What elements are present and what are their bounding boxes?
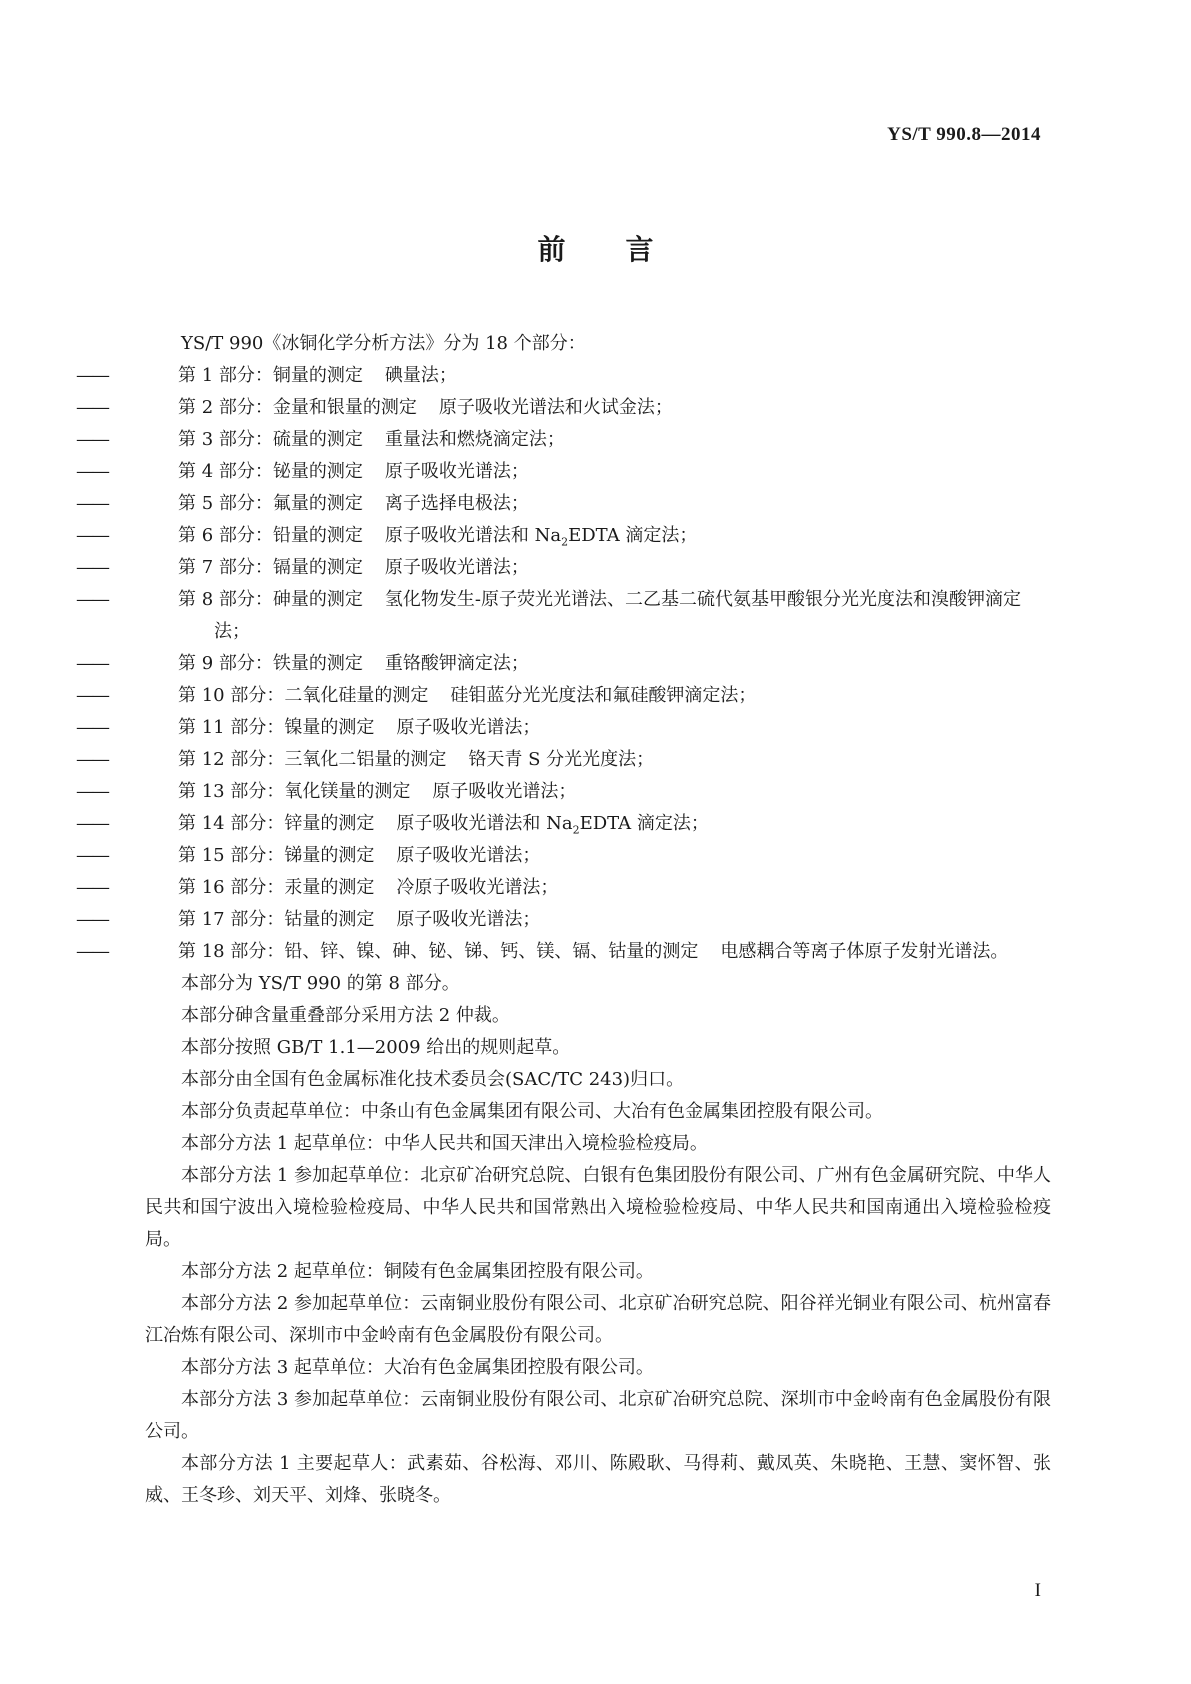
body-paragraph: 本部分负责起草单位：中条山有色金属集团有限公司、大冶有色金属集团控股有限公司。 [181,1101,883,1122]
body-paragraph: 本部分为 YS/T 990 的第 8 部分。 [181,973,460,994]
part-item: —— 第 14 部分：锌量的测定 原子吸收光谱法和 $Na_2EDTA$ 滴定法； [76,813,709,837]
subscript: 2 [572,823,580,837]
body-paragraph: 本部分方法 1 参加起草单位：北京矿冶研究总院、白银有色集团股份有限公司、广州有色金属研究院、中华人民共和国宁波出入境检验检疫局、中华人民共和国常熟出入境检验检疫局、中华人民共和国南通出入境检验检疫局。 [145,1165,1051,1250]
page-title [0,228,1191,268]
part-label: 第 7 部分：镉量的测定 [178,557,363,578]
part-item: —— 第 18 部分：铅、锌、镍、砷、铋、锑、钙、镁、镉、钴量的测定 电感耦合等离子体原子发射光谱法。 [76,941,1009,962]
part-label: 第 6 部分：铅量的测定 [178,525,363,546]
body-paragraph: 本部分方法 1 主要起草人：武素茹、谷松海、邓川、陈殿耿、马得莉、戴凤英、朱晓艳、王慧、窦怀智、张威、王冬珍、刘天平、刘烽、张晓冬。 [145,1453,1051,1506]
part-label: 第 16 部分：汞量的测定 [178,877,375,898]
part-label: 第 13 部分：氧化镁量的测定 [178,781,411,802]
body-paragraph: 本部分方法 3 起草单位：大冶有色金属集团控股有限公司。 [181,1357,654,1378]
part-label: 第 9 部分：铁量的测定 [178,653,363,674]
part-method: 碘量法； [384,365,457,386]
part-item: —— 第 12 部分：三氧化二铝量的测定 铬天青 S 分光光度法； [76,749,655,770]
part-item: —— 第 9 部分：铁量的测定 重铬酸钾滴定法； [76,653,529,674]
subscript: 2 [561,535,569,549]
title-char-1: 前 [537,233,566,266]
part-method: 离子选择电极法； [384,493,529,514]
part-method: 原子吸收光谱法； [384,461,529,482]
part-method: 电感耦合等离子体原子发射光谱法。 [720,941,1009,962]
part-item: —— 第 8 部分：砷量的测定 氢化物发生-原子荧光光谱法、二乙基二硫代氨基甲酸银分光光度法和溴酸钾滴定法； [76,589,1021,642]
part-label: 第 10 部分：二氧化硅量的测定 [178,685,429,706]
part-item: —— 第 3 部分：硫量的测定 重量法和燃烧滴定法； [76,429,565,450]
title-char-2: 言 [625,233,654,266]
page-number: I [1034,1580,1041,1601]
part-method: 原子吸收光谱法； [396,845,541,866]
part-method: 硅钼蓝分光光度法和氟硅酸钾滴定法； [450,685,757,706]
body-paragraph: 本部分由全国有色金属标准化技术委员会(SAC/TC 243)归口。 [181,1069,685,1090]
part-method: 原子吸收光谱法； [396,717,541,738]
body-paragraph: 本部分方法 2 起草单位：铜陵有色金属集团控股有限公司。 [181,1261,654,1282]
intro-paragraph: YS/T 990《冰铜化学分析方法》分为 18 个部分： [181,333,586,354]
document-body [76,328,1051,1512]
part-item: —— 第 1 部分：铜量的测定 碘量法； [76,365,457,386]
part-method: 重量法和燃烧滴定法； [384,429,565,450]
part-method: 铬天青 S 分光光度法； [468,749,655,770]
part-method: 冷原子吸收光谱法； [396,877,559,898]
part-item: —— 第 11 部分：镍量的测定 原子吸收光谱法； [76,717,541,738]
part-method: 原子吸收光谱法和 Na [384,525,562,546]
part-label: 第 3 部分：硫量的测定 [178,429,363,450]
part-item: —— 第 5 部分：氟量的测定 离子选择电极法； [76,493,529,514]
body-paragraph: 本部分方法 2 参加起草单位：云南铜业股份有限公司、北京矿冶研究总院、阳谷祥光铜业有限公司、杭州富春江冶炼有限公司、深圳市中金岭南有色金属股份有限公司。 [145,1293,1051,1346]
part-item: —— 第 7 部分：镉量的测定 原子吸收光谱法； [76,557,529,578]
part-item: —— 第 10 部分：二氧化硅量的测定 硅钼蓝分光光度法和氟硅酸钾滴定法； [76,685,757,706]
part-label: 第 17 部分：钴量的测定 [178,909,375,930]
part-label: 第 5 部分：氟量的测定 [178,493,363,514]
part-method: 重铬酸钾滴定法； [384,653,529,674]
part-label: 第 15 部分：锑量的测定 [178,845,375,866]
part-label: 第 18 部分：铅、锌、镍、砷、铋、锑、钙、镁、镉、钴量的测定 [178,941,699,962]
body-paragraph: 本部分方法 1 起草单位：中华人民共和国天津出入境检验检疫局。 [181,1133,708,1154]
part-label: 第 8 部分：砷量的测定 [178,589,363,610]
part-method: 原子吸收光谱法； [432,781,577,802]
part-label: 第 2 部分：金量和银量的测定 [178,397,417,418]
part-item: —— 第 2 部分：金量和银量的测定 原子吸收光谱法和火试金法； [76,397,673,418]
body-paragraph: 本部分方法 3 参加起草单位：云南铜业股份有限公司、北京矿冶研究总院、深圳市中金岭南有色金属股份有限公司。 [145,1389,1051,1442]
part-method: 氢化物发生-原子荧光光谱法、二乙基二硫代氨基甲酸银分光光度法和溴酸钾滴定法； [214,589,1021,642]
standard-code: YS/T 990.8—2014 [887,124,1041,145]
part-label: 第 4 部分：铋量的测定 [178,461,363,482]
part-label: 第 12 部分：三氧化二铝量的测定 [178,749,447,770]
part-item: —— 第 6 部分：铅量的测定 原子吸收光谱法和 $Na_2EDTA$ 滴定法； [76,525,698,549]
part-method: 原子吸收光谱法； [384,557,529,578]
part-label: 第 14 部分：锌量的测定 [178,813,375,834]
part-label: 第 1 部分：铜量的测定 [178,365,363,386]
part-item: —— 第 15 部分：锑量的测定 原子吸收光谱法； [76,845,541,866]
part-method-rest: EDTA 滴定法； [579,813,709,834]
part-item: —— 第 13 部分：氧化镁量的测定 原子吸收光谱法； [76,781,577,802]
part-method: 原子吸收光谱法； [396,909,541,930]
part-label: 第 11 部分：镍量的测定 [178,717,375,738]
body-paragraph: 本部分砷含量重叠部分采用方法 2 仲裁。 [181,1005,510,1026]
part-method: 原子吸收光谱法和火试金法； [438,397,673,418]
part-item: —— 第 16 部分：汞量的测定 冷原子吸收光谱法； [76,877,559,898]
part-method-rest: EDTA 滴定法； [568,525,698,546]
part-item: —— 第 17 部分：钴量的测定 原子吸收光谱法； [76,909,541,930]
part-method: 原子吸收光谱法和 Na [396,813,573,834]
body-paragraph: 本部分按照 GB/T 1.1—2009 给出的规则起草。 [181,1037,571,1058]
part-item: —— 第 4 部分：铋量的测定 原子吸收光谱法； [76,461,529,482]
